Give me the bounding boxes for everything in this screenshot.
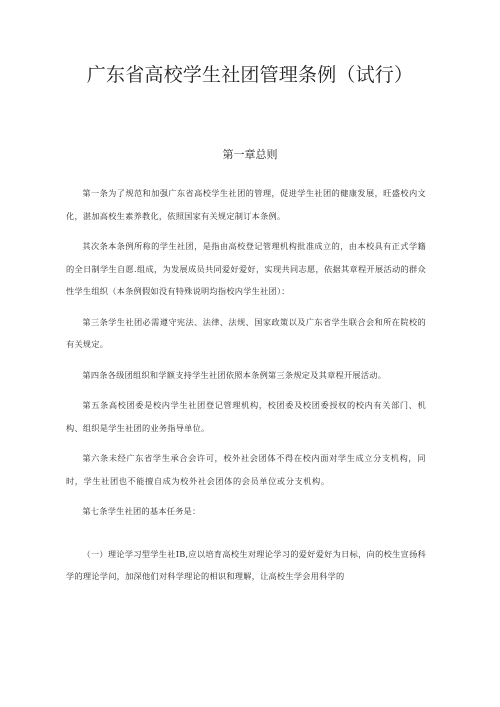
paragraph-item-1: （一）理论学习型学生社IB,应以培育高校生对理论学习的爱好爱好为日标，向的校生宣扬科学的理论学问，加深他们对科学理论的相识和理解，让高校生学会用科学的 [66,548,426,581]
chapter-title: 第一章总则 [222,148,278,161]
document-body [66,182,426,596]
paragraph-article-6: 第六条未经广东省学生承合会许可，校外社会团体不得在校内面对学生成立分支机构，同时，学生社团也不能擅自成为校外社会团体的会员单位或分支机构。 [66,453,426,486]
paragraph-article-5: 第五条高校团委是校内学生社团登记管理机构，校团委及校团委授权的校内有关部门、机构、组织是学生社团的业务指导单位。 [66,400,426,433]
document-title: 广东省高校学生社团管理条例（试行） [86,64,414,86]
paragraph-article-3: 第三条学生社团必需遵守宪法、法律、法规、国家政策以及广东省学生联合会和所在院校的有关规定。 [66,316,426,349]
paragraph-article-4: 第四条各级团组织和学额支持学生社团依照本条例第三条规定及其章程开展活动。 [82,369,387,380]
paragraph-article-2: 其次条本条例所称的学生社团，是指由高校登记管理机构批准成立的，由本校具有正式学籍的全日制学生自愿.组成，为发展成员共同爱好爱好，实现共同志愿，依据其章程开展活动的群众性学生组织（本条例假如没有特殊说明均指校内学生社团）： [66,241,426,296]
paragraph-article-7: 第七条学生社团的基本任务是： [82,506,201,516]
paragraph-article-1: 第一条为了规范和加强广东省高校学生社团的管理，促进学生社团的健康发展，旺盛校内文化，湛加高校生素养教化，依照国家有关规定制订本条例。 [66,188,426,221]
